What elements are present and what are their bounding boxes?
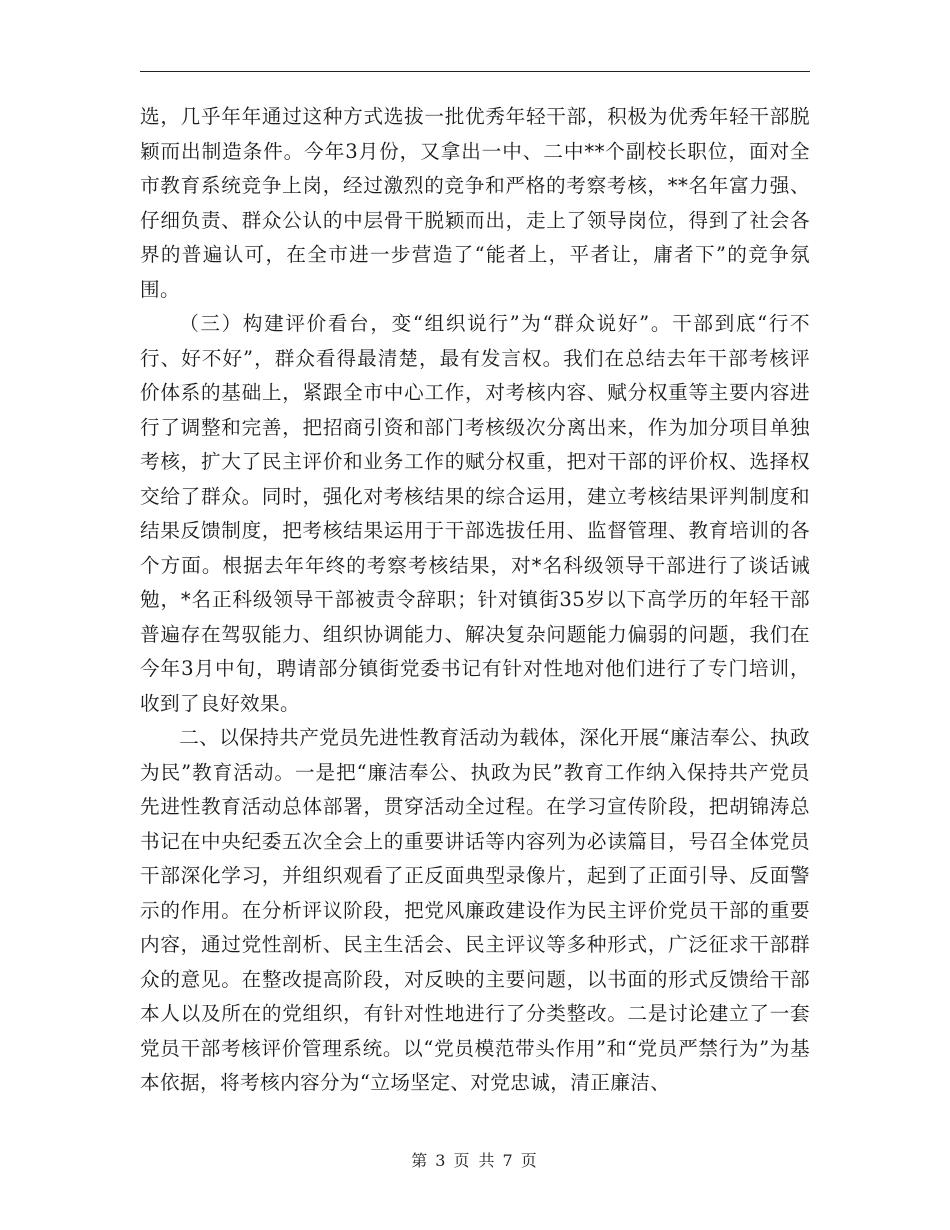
footer-total-pages: 7 [502,1151,515,1170]
footer-middle: 页 共 [453,1151,497,1170]
footer-suffix: 页 [520,1151,539,1170]
header-rule [140,71,810,72]
document-body [140,100,810,1101]
paragraph-1: 选，几乎年年通过这种方式选拔一批优秀年轻干部，积极为优秀年轻干部脱颖而出制造条件。今年3月份，又拿出一中、二中**个副校长职位，面对全市教育系统竞争上岗，经过激烈的竞争和严格的考察考核，**名年富力强、仔细负责、群众公认的中层骨干脱颖而出，走上了领导岗位，得到了社会各界的普遍认可，在全市进一步营造了“能者上，平者让，庸者下”的竞争氛围。 [140,105,810,301]
page-footer [0,1148,950,1171]
paragraph-2: （三）构建评价看台，变“组织说行”为“群众说好”。干部到底“行不行、好不好”，群众看得最清楚，最有发言权。我们在总结去年干部考核评价体系的基础上，紧跟全市中心工作，对考核内容、赋分权重等主要内容进行了调整和完善，把招商引资和部门考核级次分离出来，作为加分项目单独考核，扩大了民主评价和业务工作的赋分权重，把对干部的评价权、选择权交给了群众。同时，强化对考核结果的综合运用，建立考核结果评判制度和结果反馈制度，把考核结果运用于干部选拔任用、监督管理、教育培训的各个方面。根据去年年终的考察考核结果，对*名科级领导干部进行了谈话诫勉，*名正科级领导干部被责令辞职；针对镇街35岁以下高学历的年轻干部普遍存在驾驭能力、组织协调能力、解决复杂问题能力偏弱的问题，我们在今年3月中旬，聘请部分镇街党委书记有针对性地对他们进行了专门培训，收到了良好效果。 [140,312,810,715]
paragraph-3: 二、以保持共产党员先进性教育活动为载体，深化开展“廉洁奉公、执政为民”教育活动。一是把“廉洁奉公、执政为民”教育工作纳入保持共产党员先进性教育活动总体部署，贯穿活动全过程。在学习宣传阶段，把胡锦涛总书记在中央纪委五次全会上的重要讲话等内容列为必读篇目，号召全体党员干部深化学习，并组织观看了正反面典型录像片，起到了正面引导、反面警示的作用。在分析评议阶段，把党风廉政建设作为民主评价党员干部的重要内容，通过党性剖析、民主生活会、民主评议等多种形式，广泛征求干部群众的意见。在整改提高阶段，对反映的主要问题，以书面的形式反馈给干部本人以及所在的党组织，有针对性地进行了分类整改。二是讨论建立了一套党员干部考核评价管理系统。以“党员模范带头作用”和“党员严禁行为”为基本依据，将考核内容分为“立场坚定、对党忠诚，清正廉洁、 [140,726,810,1094]
footer-current-page: 3 [435,1151,448,1170]
footer-prefix: 第 [411,1151,430,1170]
